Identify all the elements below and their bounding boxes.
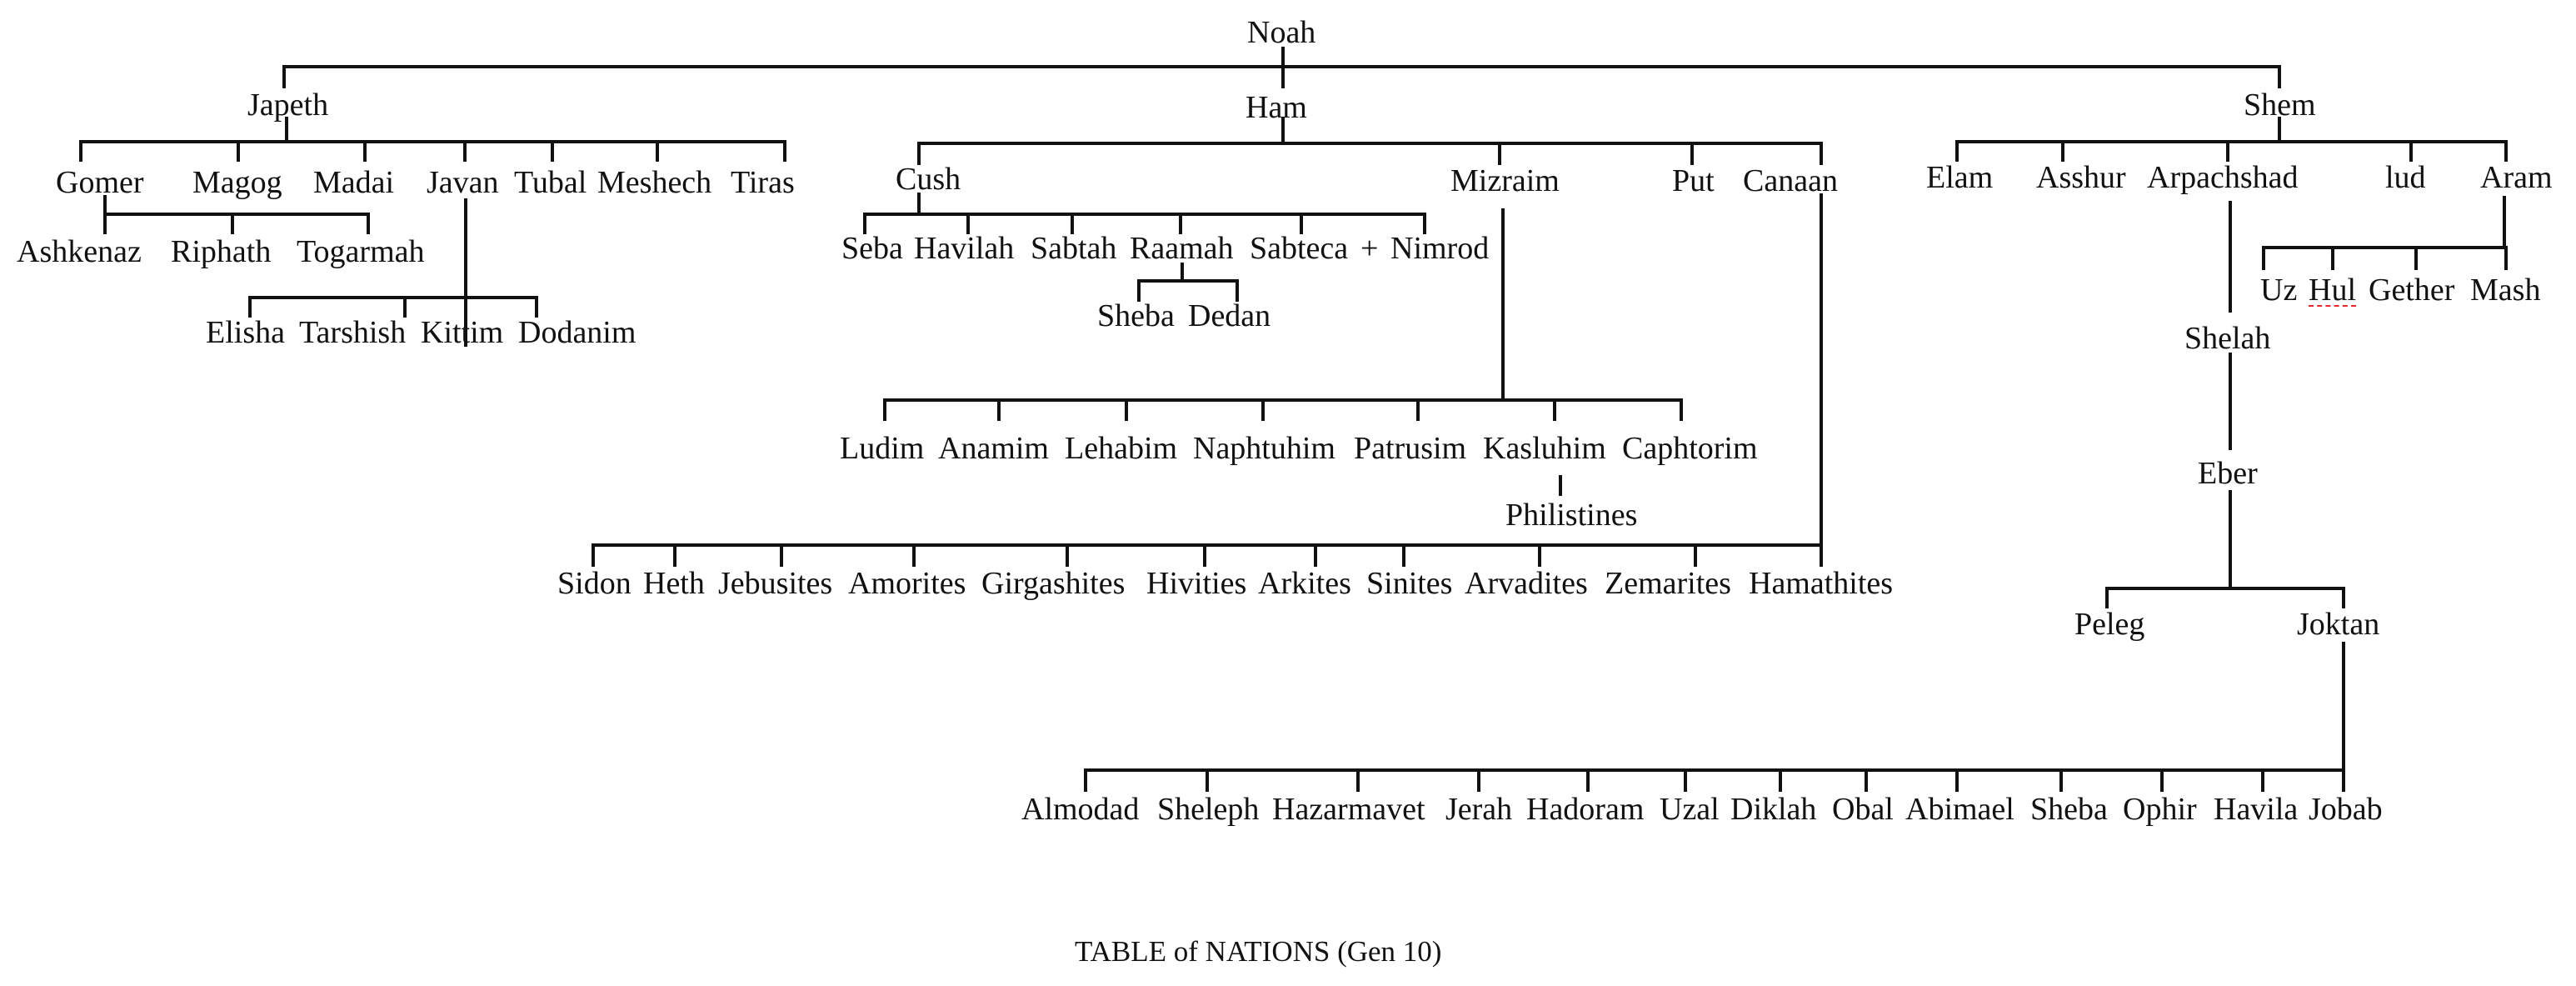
node-hadoram: Hadoram xyxy=(1526,792,1645,827)
node-hazarmavet: Hazarmavet xyxy=(1272,792,1425,827)
node-jerah: Jerah xyxy=(1445,792,1513,827)
node-zemarites: Zemarites xyxy=(1605,566,1731,601)
node-tubal: Tubal xyxy=(514,165,587,200)
node-elisha: Elisha xyxy=(206,315,285,350)
node-havilah: Havilah xyxy=(914,231,1015,266)
node-ashkenaz: Ashkenaz xyxy=(17,234,142,269)
node-kittim: Kittim xyxy=(421,315,504,350)
node-seba: Seba xyxy=(841,231,903,266)
node-hul: Hul xyxy=(2309,273,2356,308)
node-kasluhim: Kasluhim xyxy=(1483,431,1606,466)
node-philistines: Philistines xyxy=(1505,498,1638,533)
node-sinites: Sinites xyxy=(1366,566,1453,601)
node-havila: Havila xyxy=(2214,792,2299,827)
node-jebusites: Jebusites xyxy=(718,566,833,601)
node-ophir: Ophir xyxy=(2123,792,2197,827)
node-sheba-c: Sheba xyxy=(1097,298,1175,333)
node-canaan: Canaan xyxy=(1743,163,1838,198)
node-arpachshad: Arpachshad xyxy=(2147,160,2299,195)
node-patrusim: Patrusim xyxy=(1354,431,1467,466)
node-gether: Gether xyxy=(2369,273,2455,308)
node-sidon: Sidon xyxy=(557,566,632,601)
node-tarshish: Tarshish xyxy=(299,315,407,350)
node-naphtuhim: Naphtuhim xyxy=(1193,431,1335,466)
node-ludim: Ludim xyxy=(840,431,925,466)
node-magog: Magog xyxy=(192,165,282,200)
node-mizraim: Mizraim xyxy=(1450,163,1560,198)
node-japeth: Japeth xyxy=(247,88,329,123)
node-lud: lud xyxy=(2385,160,2426,195)
node-mash: Mash xyxy=(2470,273,2541,308)
node-put: Put xyxy=(1672,163,1715,198)
node-eber: Eber xyxy=(2198,456,2258,491)
node-lehabim: Lehabim xyxy=(1065,431,1178,466)
node-diklah: Diklah xyxy=(1730,792,1817,827)
node-sabtah: Sabtah xyxy=(1031,231,1117,266)
node-elam: Elam xyxy=(1926,160,1994,195)
node-shem: Shem xyxy=(2244,88,2316,123)
node-hivities: Hivities xyxy=(1146,566,1247,601)
node-sheleph: Sheleph xyxy=(1157,792,1260,827)
node-shelah: Shelah xyxy=(2184,321,2271,356)
node-riphath: Riphath xyxy=(171,234,272,269)
node-sheba-j: Sheba xyxy=(2030,792,2108,827)
node-uz: Uz xyxy=(2260,273,2298,308)
node-jobab: Jobab xyxy=(2309,792,2383,827)
node-meshech: Meshech xyxy=(597,165,712,200)
node-noah: Noah xyxy=(1247,15,1316,50)
node-ham: Ham xyxy=(1246,90,1307,125)
node-hamathites: Hamathites xyxy=(1749,566,1894,601)
node-cush: Cush xyxy=(896,162,961,197)
node-sabteca: Sabteca xyxy=(1250,231,1349,266)
node-almodad: Almodad xyxy=(1021,792,1140,827)
node-obal: Obal xyxy=(1832,792,1894,827)
node-amorites: Amorites xyxy=(848,566,966,601)
node-caphtorim: Caphtorim xyxy=(1622,431,1758,466)
node-dodanim: Dodanim xyxy=(518,315,637,350)
node-arkites: Arkites xyxy=(1258,566,1351,601)
node-arvadites: Arvadites xyxy=(1465,566,1588,601)
node-madai: Madai xyxy=(313,165,395,200)
node-aram: Aram xyxy=(2480,160,2553,195)
node-peleg: Peleg xyxy=(2074,607,2145,642)
diagram-caption: TABLE of NATIONS (Gen 10) xyxy=(1075,935,1442,968)
node-uzal: Uzal xyxy=(1660,792,1720,827)
node-asshur: Asshur xyxy=(2036,160,2126,195)
node-anamim: Anamim xyxy=(938,431,1049,466)
node-heth: Heth xyxy=(643,566,705,601)
node-javan: Javan xyxy=(427,165,499,200)
node-joktan: Joktan xyxy=(2297,607,2380,642)
node-abimael: Abimael xyxy=(1905,792,2014,827)
node-tiras: Tiras xyxy=(731,165,795,200)
node-dedan: Dedan xyxy=(1188,298,1271,333)
node-raamah: Raamah xyxy=(1130,231,1234,266)
node-gomer: Gomer xyxy=(56,165,144,200)
node-girgashites: Girgashites xyxy=(981,566,1126,601)
node-nimrod: Nimrod xyxy=(1390,231,1490,266)
node-plus: + xyxy=(1360,231,1379,266)
node-togarmah: Togarmah xyxy=(297,234,425,269)
